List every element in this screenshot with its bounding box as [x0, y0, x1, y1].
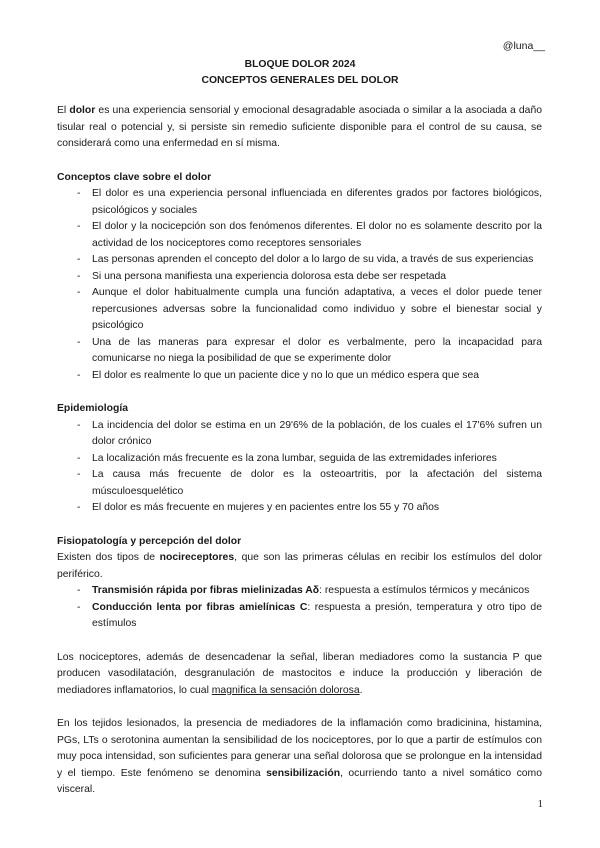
epidemiology-list	[57, 418, 542, 517]
para-text: , ocurriendo tanto a nivel somático como visceral.	[57, 767, 542, 795]
list-item: - Si una persona manifiesta una experiencia dolorosa esta debe ser respetada	[57, 269, 542, 286]
list-item: - Aunque el dolor habitualmente cumpla una función adaptativa, a veces el dolor puede tener repercusiones adversas sobre la funcionalidad como individuo y sobre el bienestar social y psicológico	[57, 285, 542, 335]
key-concepts-list	[57, 186, 542, 384]
section-title-key-concepts: Conceptos clave sobre el dolor	[57, 171, 212, 183]
list-item: - El dolor y la nocicepción son dos fenómenos diferentes. El dolor no es solamente descrito por la actividad de los nociceptores como receptores sensoriales	[57, 219, 542, 252]
para-text: En los tejidos lesionados, la presencia de mediadores de la inflamación como bradicinina, histamina, PGs, LTs o serotonina aumentan la sensibilidad de los nociceptores, por lo que a partir de estímulos con muy poca intensidad, son suficientes para generar una señal dolorosa que se prolongue en la intensidad y el tiempo. Este fenómeno se denomina	[57, 718, 542, 779]
underlined-phrase: magnifica la sensación dolorosa	[211, 684, 360, 696]
para-text: .	[359, 684, 363, 696]
page-number: 1	[537, 798, 543, 810]
intro-post: es una experiencia sensorial y emocional desagradable asociada o similar a la asociada a daño tisular real o potencial y, si persiste sin remedio suficiente disponible para el control de su causa, se considerará como una enfermedad en sí misma.	[57, 105, 542, 149]
intro-text: Existen dos tipos de	[57, 552, 160, 563]
list-item	[57, 583, 542, 600]
list-item: - Las personas aprenden el concepto del dolor a lo largo de su vida, a través de sus experiencias	[57, 252, 542, 269]
list-item: - La incidencia del dolor se estima en un 29'6% de la población, de los cuales el 17'6% sufren un dolor crónico	[57, 418, 542, 451]
title-line-2: CONCEPTOS GENERALES DEL DOLOR	[201, 75, 399, 86]
section-title-epidemiology: Epidemiología	[57, 403, 129, 414]
nociceptors-paragraph	[57, 650, 542, 700]
fiber-type-term: Conducción lenta por fibras amielínicas C	[92, 601, 308, 613]
fiber-type-desc: : respuesta a estímulos térmicos y mecánicos	[319, 585, 530, 596]
section-title-physiopathology: Fisiopatología y percepción del dolor	[57, 535, 242, 547]
document-title	[0, 57, 600, 89]
author-handle: @luna__	[502, 40, 545, 52]
title-line-1: BLOQUE DOLOR 2024	[244, 59, 356, 70]
list-item: - La localización más frecuente es la zona lumbar, seguida de las extremidades inferiores	[57, 451, 542, 468]
intro-paragraph	[57, 103, 542, 153]
fiber-types-list	[57, 583, 542, 633]
intro-text: , que son las primeras células en recibir los estímulos del dolor periférico.	[57, 552, 542, 580]
fiber-type-term: Transmisión rápida por fibras mielinizadas Aδ	[92, 585, 320, 596]
list-item	[57, 600, 542, 633]
physiopathology-intro	[57, 550, 542, 583]
document-body	[57, 103, 542, 799]
fiber-type-desc: : respuesta a presión, temperatura y otro tipo de estímulos	[92, 601, 542, 629]
para-text: Los nociceptores, además de desencadenar la señal, liberan mediadores como la sustancia P que producen vasodilatación, desgranulación de mastocitos e induce la producción y liberación de mediadores inflamatorios, lo cual	[57, 651, 542, 696]
list-item: - Una de las maneras para expresar el dolor es verbalmente, pero la incapacidad para comunicarse no niega la posibilidad de que se experimente dolor	[57, 335, 542, 368]
intro-bold-term: dolor	[69, 105, 96, 116]
list-item: - La causa más frecuente de dolor es la osteoartritis, por la afectación del sistema músculoesquelético	[57, 467, 542, 500]
intro-pre: El	[57, 105, 70, 116]
sensitization-term: sensibilización	[266, 767, 341, 779]
list-item: - El dolor es realmente lo que un paciente dice y no lo que un médico espera que sea	[57, 368, 542, 385]
nocireceptores-term: nocireceptores	[159, 552, 235, 563]
sensitization-paragraph	[57, 716, 542, 799]
list-item: - El dolor es más frecuente en mujeres y en pacientes entre los 55 y 70 años	[57, 500, 542, 517]
list-item: - El dolor es una experiencia personal influenciada en diferentes grados por factores biológicos, psicológicos y sociales	[57, 186, 542, 219]
